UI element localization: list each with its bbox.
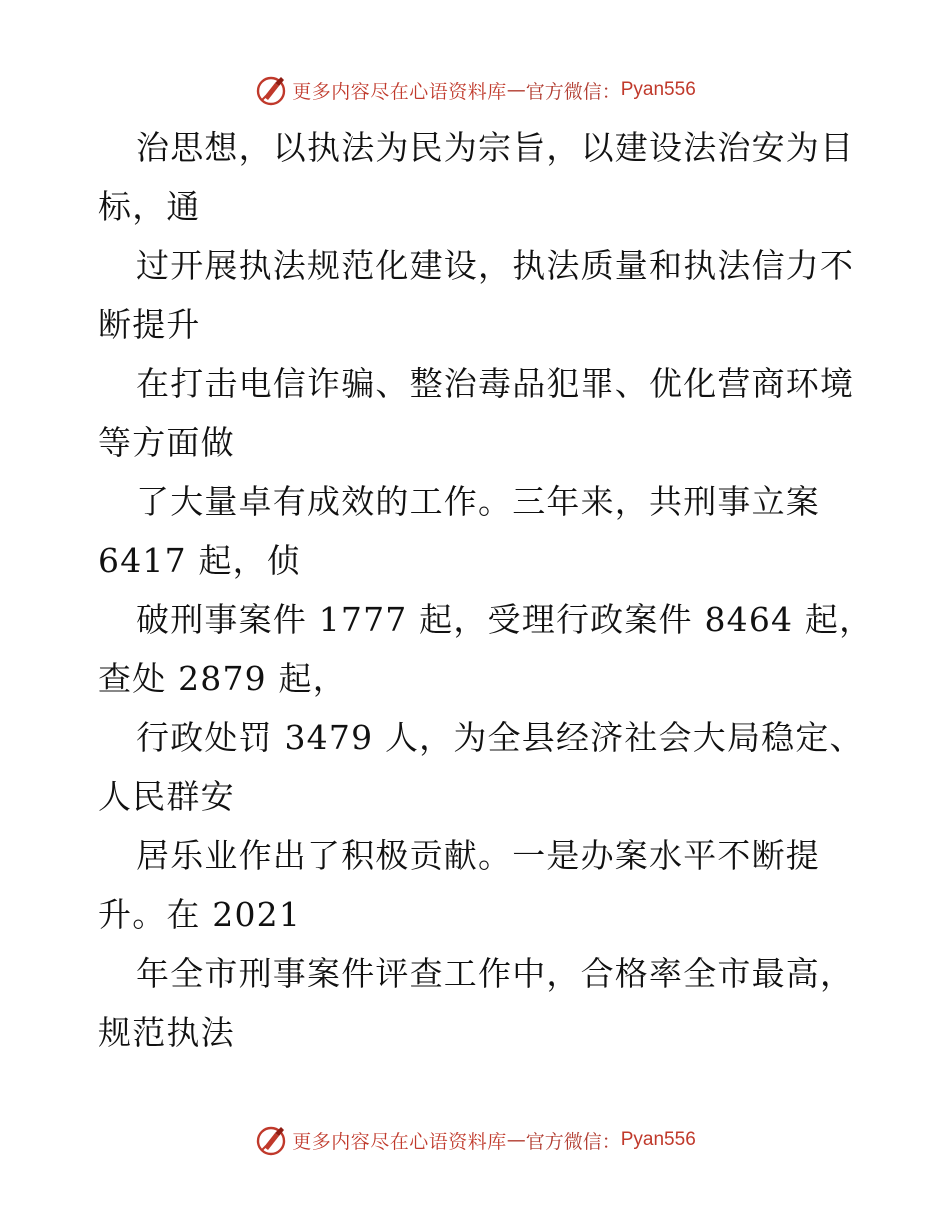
footer-banner bbox=[0, 1120, 950, 1160]
paragraph bbox=[98, 944, 858, 1062]
paragraph-line-first: 行政处罚 3479 人，为全县经济社会大局稳定、 bbox=[136, 718, 864, 757]
header-banner-account: Pyan556 bbox=[620, 79, 696, 100]
paragraph-line-first: 过开展执法规范化建设，执法质量和执法信力不 bbox=[136, 246, 855, 285]
paragraph-line-first: 了大量卓有成效的工作。三年来，共刑事立案 bbox=[136, 482, 820, 521]
paragraph-line-second: 断提升 bbox=[98, 305, 201, 344]
footer-banner-text: 更多内容尽在心语资料库 bbox=[292, 1130, 507, 1153]
paragraph-line-second: 人民群安 bbox=[98, 777, 235, 816]
footer-banner-label: 官方微信： bbox=[525, 1130, 621, 1153]
paragraph bbox=[98, 236, 858, 354]
body-text bbox=[98, 118, 874, 1062]
paragraph-line-first: 在打击电信诈骗、整治毒品犯罪、优化营商环境 bbox=[136, 364, 855, 403]
footer-banner-separator: — bbox=[506, 1129, 526, 1151]
paragraph-line-first: 治思想，以执法为民为宗旨，以建设法治安为目 bbox=[136, 128, 855, 167]
paragraph bbox=[98, 354, 858, 472]
paragraph-line-second: 6417 起，侦 bbox=[98, 541, 302, 580]
pen-logo-icon bbox=[254, 1123, 288, 1157]
paragraph bbox=[98, 118, 858, 236]
paragraph-line-second: 查处 2879 起， bbox=[98, 659, 347, 698]
header-banner-separator: — bbox=[506, 79, 526, 101]
paragraph bbox=[98, 472, 858, 590]
header-banner-label: 官方微信： bbox=[525, 80, 621, 103]
header-banner-text: 更多内容尽在心语资料库 bbox=[292, 80, 507, 103]
footer-banner-account: Pyan556 bbox=[620, 1129, 696, 1150]
paragraph-line-first: 年全市刑事案件评查工作中，合格率全市最高， bbox=[136, 954, 855, 993]
pen-logo-icon bbox=[254, 73, 288, 107]
paragraph bbox=[98, 708, 864, 826]
paragraph-line-first: 居乐业作出了积极贡献。一是办案水平不断提 bbox=[136, 836, 820, 875]
paragraph-line-second: 升。在 2021 bbox=[98, 895, 302, 934]
paragraph-line-second: 标，通 bbox=[98, 187, 201, 226]
header-banner bbox=[0, 70, 950, 110]
paragraph-line-second: 规范执法 bbox=[98, 1013, 235, 1052]
paragraph-line-first: 破刑事案件 1777 起，受理行政案件 8464 起， bbox=[136, 600, 874, 639]
paragraph bbox=[98, 590, 874, 708]
paragraph-line-second: 等方面做 bbox=[98, 423, 235, 462]
paragraph bbox=[98, 826, 858, 944]
